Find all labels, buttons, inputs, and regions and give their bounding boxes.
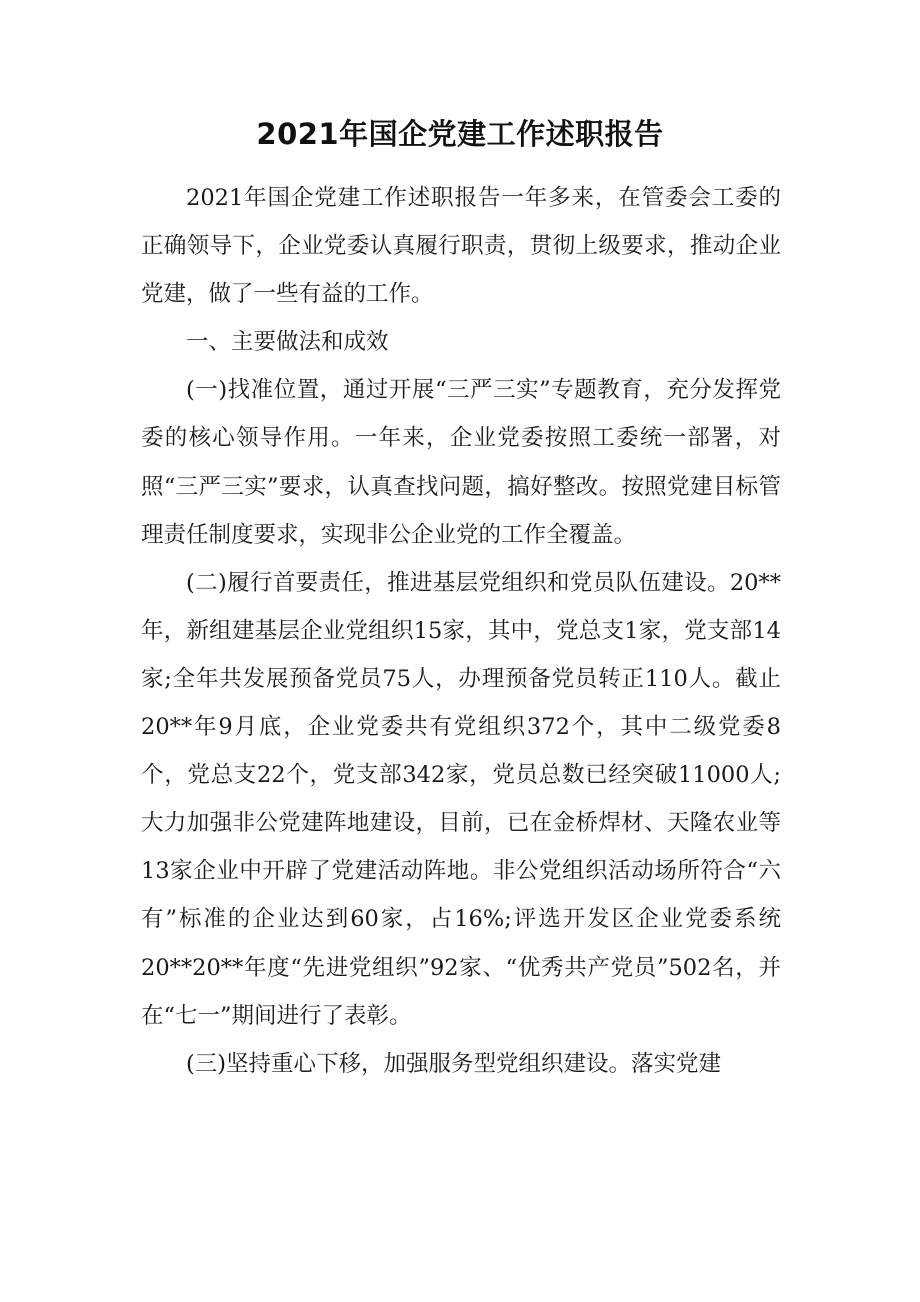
paragraph-item-1: (一)找准位置，通过开展“三严三实”专题教育，充分发挥党委的核心领导作用。一年来，企业党委按照工委统一部署，对照“三严三实”要求，认真查找问题，搞好整改。按照党建目标管理责任制度要求，实现非公企业党的工作全覆盖。: [141, 377, 781, 548]
paragraph-item-2: (二)履行首要责任，推进基层党组织和党员队伍建设。20**年，新组建基层企业党组织15家，其中，党总支1家，党支部14家;全年共发展预备党员75人，办理预备党员转正110人。截止20**年9月底，企业党委共有党组织372个，其中二级党委8个，党总支22个，党支部342家，党员总数已经突破11000人;大力加强非公党建阵地建设，目前，已在金桥焊材、天隆农业等13家企业中开辟了党建活动阵地。非公党组织活动场所符合“六有”标准的企业达到60家，占16%;评选开发区企业党委系统20**20**年度“先进党组织”92家、“优秀共产党员”502名，并在“七一”期间进行了表彰。: [141, 569, 781, 1029]
paragraph-intro: 2021年国企党建工作述职报告一年多来，在管委会工委的正确领导下，企业党委认真履行职责，贯彻上级要求，推动企业党建，做了一些有益的工作。: [141, 185, 781, 308]
section-heading: 一、主要做法和成效: [186, 329, 389, 356]
document-body: [141, 174, 781, 1088]
paragraph-item-3: (三)坚持重心下移，加强服务型党组织建设。落实党建: [186, 1050, 722, 1077]
document-title: 2021年国企党建工作述职报告: [256, 117, 664, 151]
